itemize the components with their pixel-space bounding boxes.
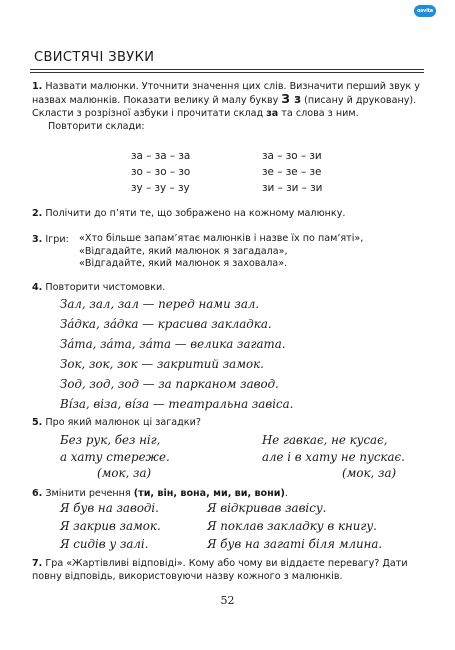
exercise-number: 2. — [32, 208, 43, 219]
page-title: СВИСТЯЧІ ЗВУКИ — [34, 50, 155, 65]
riddle-right-line: але і в хату не пускає. — [262, 450, 405, 464]
pronoun-list: (ти, він, вона, ми, ви, вони) — [133, 488, 285, 499]
exercise-1-text-a: Назвати малюнки. Уточнити значення цих слів. Визначити перший звук у назвах малюнків. Показати велику й малу букву — [32, 81, 420, 106]
exercise-6-text: Змінити речення — [45, 488, 134, 499]
exercise-7-text: Гра «Жартівливі відповіді». Кому або чому ви віддаєте перевагу? Дати повну відповідь, використовуючи назву кожного з малюнків. — [32, 558, 408, 582]
riddle-left-line: Без рук, без ніг, — [60, 433, 161, 447]
exercise-2-text: Полічити до п’яти те, що зображено на кожному малюнку. — [45, 208, 346, 219]
exercise-4-text: Повторити чистомовки. — [45, 282, 166, 293]
exercise-number: 4. — [32, 282, 43, 293]
sentence-right: Я поклав закладку в книгу. — [207, 519, 377, 533]
tongue-twister: Зок, зок, зок — закритий замок. — [60, 357, 264, 371]
riddle-left-answer: (мок, за) — [97, 466, 152, 480]
games-list — [79, 233, 363, 271]
exercise-7 — [32, 557, 424, 583]
game-item: «Відгадайте, який малюнок я заховала». — [79, 258, 288, 269]
tongue-twister: Вíза, віза, вíза — театральна завіса. — [60, 397, 294, 411]
publisher-logo: osvita — [414, 5, 436, 17]
exercise-number: 3. — [32, 234, 43, 245]
exercise-number: 1. — [32, 81, 43, 92]
exercise-1-text-b: (писану й друковану). Скласти з розрізної азбуки і прочитати склад — [32, 95, 417, 119]
sentence-left: Я був на заводі. — [60, 501, 159, 515]
syllable-right-2: зе – зе – зе — [262, 166, 322, 178]
tongue-twister: Зáдка, зáдка — красива закладка. — [60, 317, 272, 331]
sentence-left: Я закрив замок. — [60, 519, 161, 533]
exercise-6 — [32, 487, 424, 500]
syllable-left-3: зу – зу – зу — [131, 182, 190, 194]
tongue-twister: Зал, зал, зал — перед нами зал. — [60, 297, 260, 311]
syllable-left-1: за – за – за — [131, 150, 191, 162]
exercise-number: 7. — [32, 558, 43, 569]
riddle-right-line: Не гавкає, не кусає, — [262, 433, 388, 447]
syllable-left-2: зо – зо – зо — [131, 166, 191, 178]
game-item: «Відгадайте, який малюнок я загадала», — [79, 245, 288, 257]
games-label: Ігри: — [45, 234, 69, 245]
title-rule-bottom — [30, 72, 424, 73]
syllable-right-3: зи – зи – зи — [262, 182, 323, 194]
syllable-za: за — [266, 108, 279, 119]
exercise-number: 6. — [32, 488, 43, 499]
page-number: 52 — [220, 594, 235, 607]
riddle-right-answer: (мок, за) — [342, 466, 397, 480]
exercise-1-subtask: Повторити склади: — [48, 121, 145, 132]
tongue-twister: Зáта, зáта, зáта — велика загата. — [60, 337, 286, 351]
exercise-1 — [32, 80, 424, 133]
exercise-2 — [32, 207, 424, 220]
exercise-number: 5. — [32, 417, 43, 428]
exercise-6-dot: . — [284, 488, 288, 499]
sentence-right: Я відкривав завісу. — [207, 501, 327, 515]
exercise-5-text: Про який малюнок ці загадки? — [45, 417, 201, 428]
riddle-left-line: а хату стереже. — [60, 450, 170, 464]
sentence-right: Я був на загаті біля млина. — [207, 537, 383, 551]
title-rule-top — [30, 69, 424, 70]
syllable-right-1: за – зо – зи — [262, 150, 322, 162]
tongue-twister: Зод, зод, зод — за парканом завод. — [60, 377, 279, 391]
game-item: «Хто більше запам’ятає малюнків і назве їх по пам’яті», — [79, 233, 364, 244]
exercise-1-text-c: та слова з ним. — [278, 108, 359, 119]
exercise-5 — [32, 416, 424, 429]
letter-z: З з — [281, 92, 302, 106]
exercise-4 — [32, 281, 424, 294]
sentence-left: Я сидів у залі. — [60, 537, 149, 551]
